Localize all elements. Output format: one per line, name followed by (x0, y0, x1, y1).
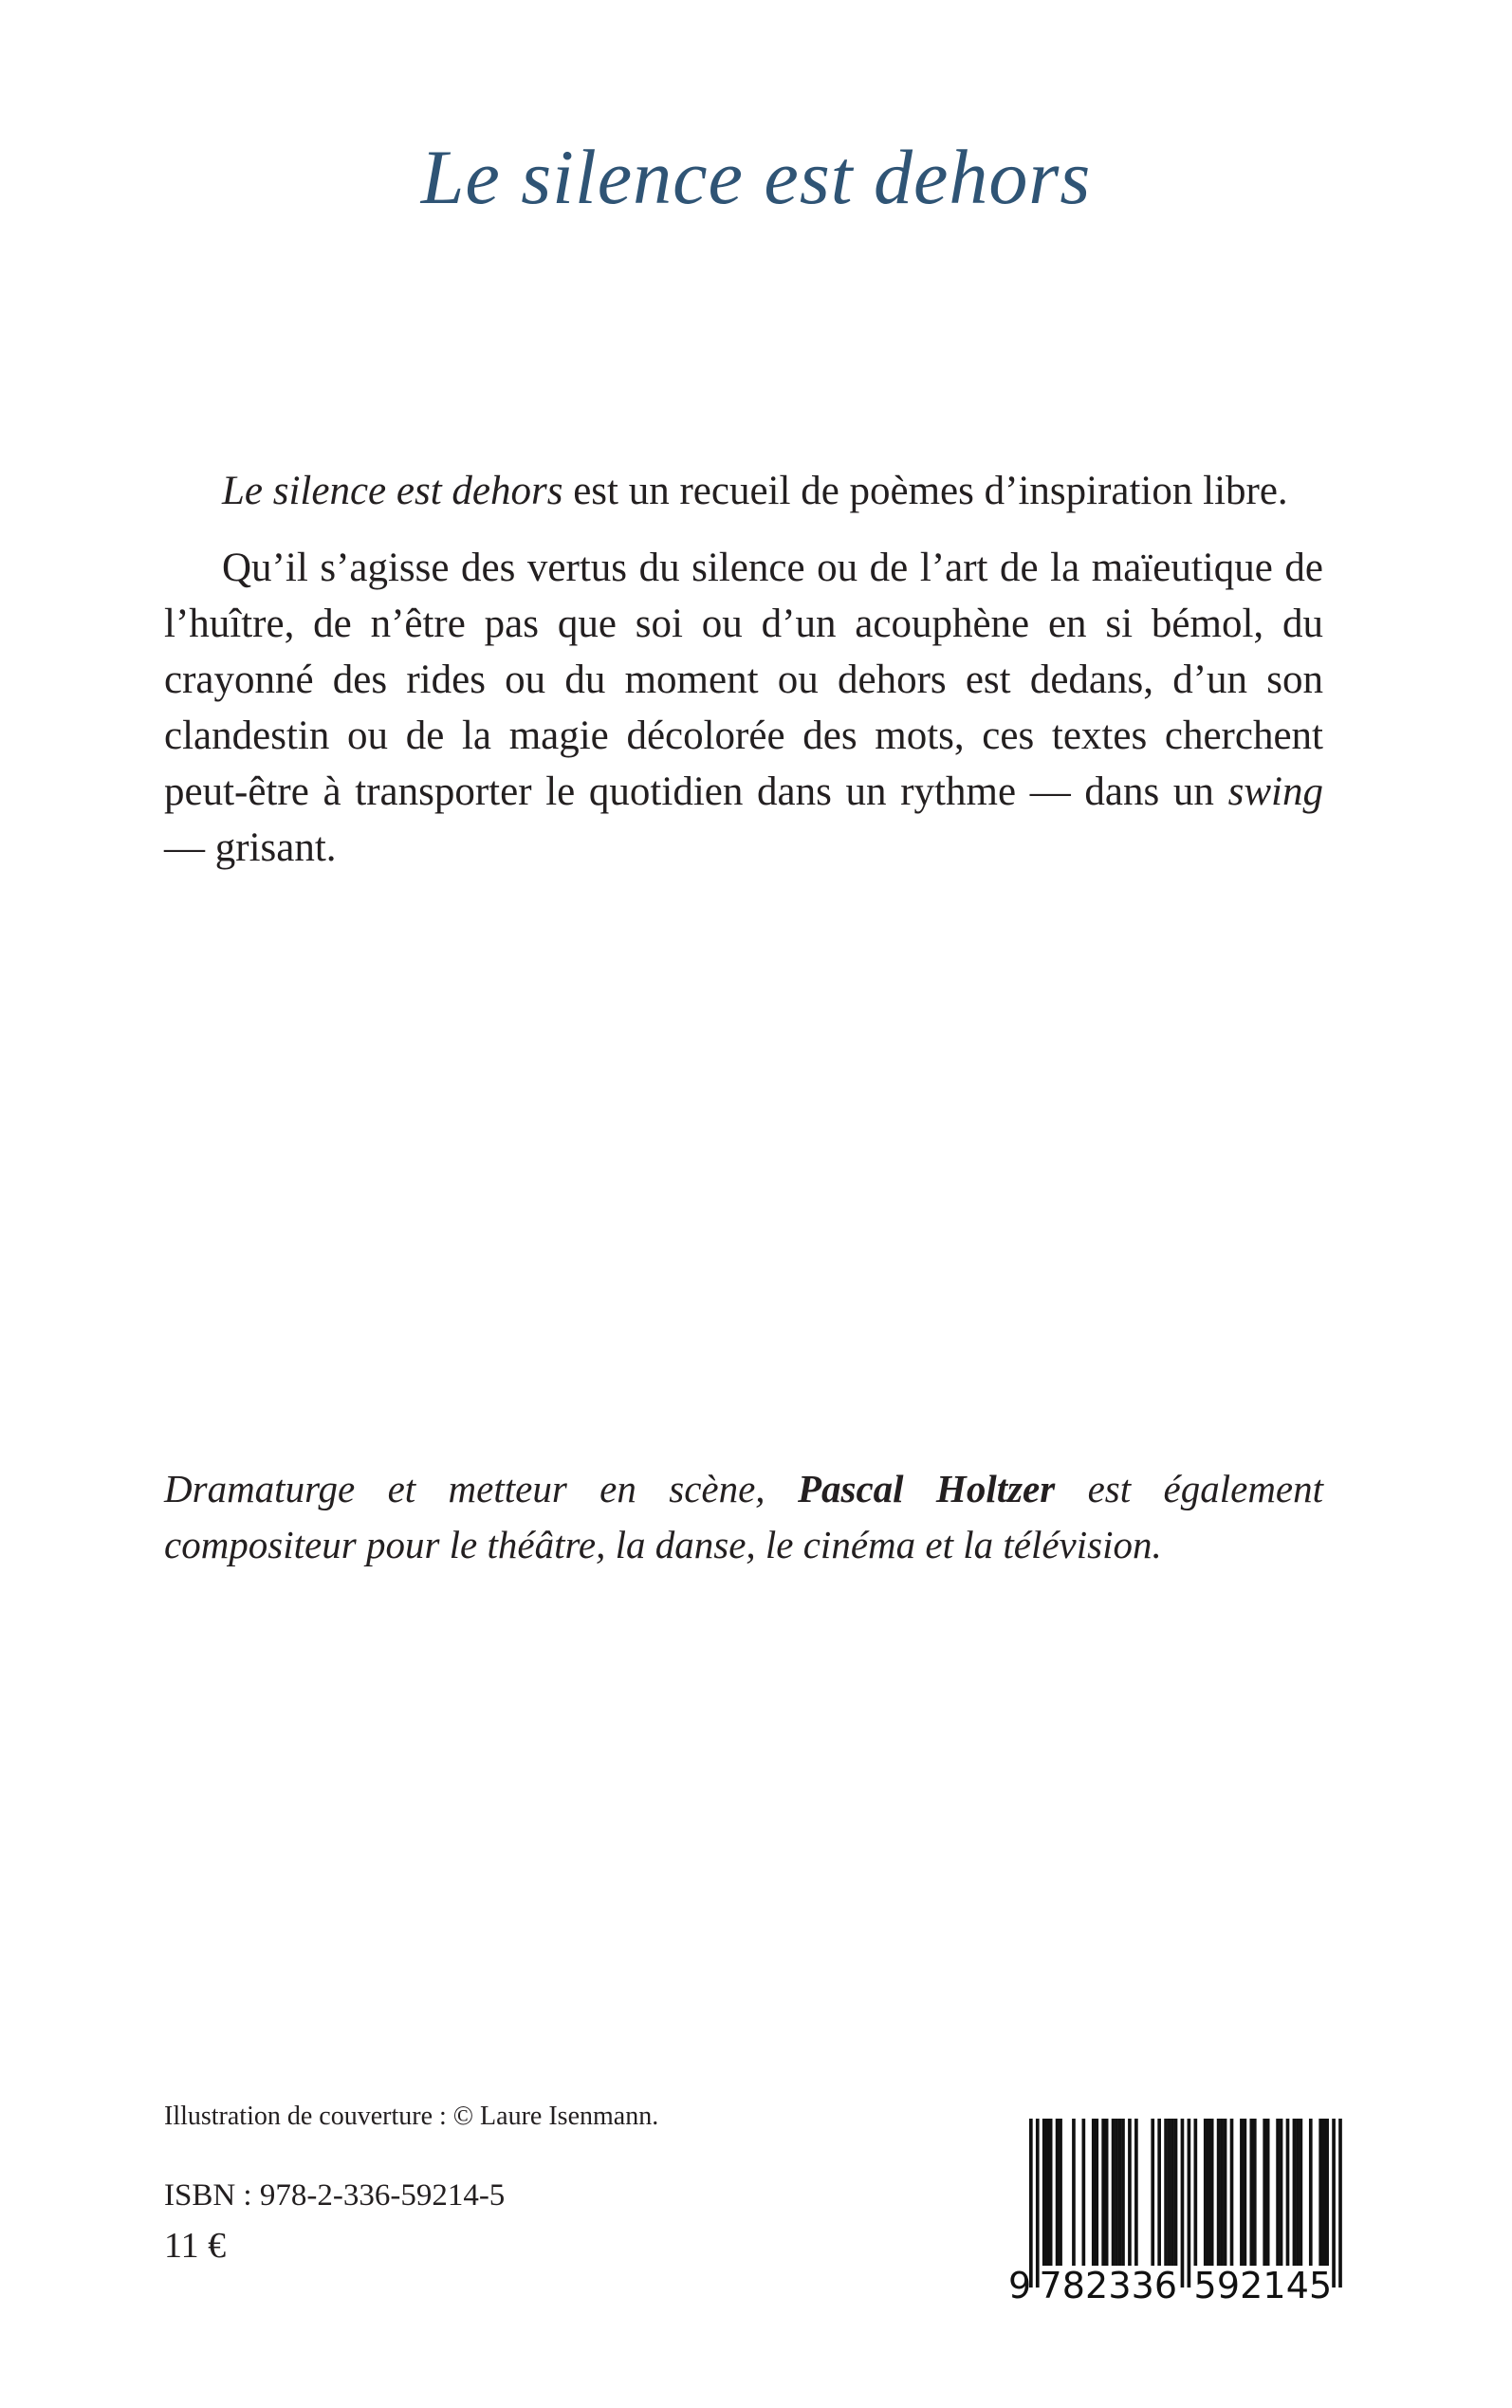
barcode-bar (1263, 2119, 1266, 2266)
barcode-bar (1249, 2119, 1253, 2266)
barcode-digit: 5 (1193, 2265, 1217, 2306)
author-bio (164, 1461, 1323, 1573)
barcode-bar (1276, 2119, 1280, 2266)
isbn: ISBN : 978-2-336-59214-5 (164, 2178, 506, 2213)
illustration-credit: Illustration de couverture : © Laure Isenmann. (164, 2102, 659, 2131)
barcode-bar (1029, 2119, 1033, 2288)
barcode-bar (1092, 2119, 1096, 2266)
back-cover-blurb (164, 463, 1323, 897)
barcode-bar (1171, 2119, 1174, 2266)
barcode-bar (1230, 2119, 1234, 2266)
barcode-bar (1056, 2119, 1060, 2266)
blurb-paragraph-2 (164, 540, 1323, 876)
barcode-bar (1105, 2119, 1109, 2266)
barcode-bar (1244, 2119, 1247, 2266)
blurb-text: Qu’il s’agisse des vertus du silence ou de l’art de la maïeutique de l’huître, de n’être pas que soi ou d’un acouphène en si bémol, du crayonné des rides ou du moment ou dehors est dedans, d’un son clandestin ou de la magie décolorée des mots, ces textes cherchent peut-être à transporter le quotidien dans un rythme — dans un (164, 546, 1323, 814)
barcode-digit: 7 (1039, 2265, 1062, 2306)
barcode-bar (1181, 2119, 1185, 2288)
author-bio-text: est également compositeur pour le théâtre, la danse, le cinéma et la télévision. (164, 1467, 1324, 1566)
barcode-bar (1332, 2119, 1336, 2288)
barcode-bar (1188, 2119, 1191, 2288)
barcode-bar (1204, 2119, 1208, 2266)
barcode-bar (1325, 2119, 1329, 2266)
barcode-bar (1318, 2119, 1322, 2266)
barcode-bar (1128, 2119, 1132, 2266)
barcode-bar (1115, 2119, 1118, 2266)
barcode-bar (1207, 2119, 1210, 2266)
barcode-digit: 2 (1085, 2265, 1109, 2306)
barcode-digit: 9 (1216, 2265, 1241, 2306)
barcode-bar (1112, 2119, 1116, 2266)
barcode-digit: 3 (1108, 2265, 1132, 2306)
barcode-bar (1118, 2119, 1122, 2266)
barcode-bar (1168, 2119, 1171, 2266)
barcode-bar (1036, 2119, 1040, 2288)
barcode-digit: 4 (1285, 2265, 1309, 2306)
barcode-bar (1072, 2119, 1076, 2266)
barcode-bar (1253, 2119, 1257, 2266)
barcode-bar (1082, 2119, 1086, 2266)
barcode-digit: 5 (1309, 2265, 1333, 2306)
barcode-bar (1293, 2119, 1297, 2266)
barcode-bar (1101, 2119, 1105, 2266)
barcode-digit: 8 (1061, 2265, 1085, 2306)
price: 11 € (164, 2226, 227, 2266)
author-name: Pascal Holtzer (797, 1467, 1056, 1510)
barcode-bar (1121, 2119, 1125, 2266)
barcode-bar (1134, 2119, 1138, 2266)
barcode-bar (1174, 2119, 1178, 2266)
blurb-paragraph-1 (164, 463, 1323, 519)
barcode-bar (1049, 2119, 1053, 2266)
barcode-bar (1220, 2119, 1224, 2266)
barcode-bar (1164, 2119, 1168, 2266)
barcode-bar (1266, 2119, 1270, 2266)
barcode-bar (1240, 2119, 1244, 2266)
barcode-bar (1059, 2119, 1062, 2266)
blurb-text: est un recueil de poèmes d’inspiration libre. (562, 469, 1288, 513)
barcode-digit: 1 (1263, 2265, 1286, 2306)
isbn-barcode (996, 2087, 1356, 2306)
blurb-italic-word: swing (1227, 769, 1323, 814)
barcode-bar (1309, 2119, 1313, 2266)
barcode-bar (1286, 2119, 1290, 2266)
author-bio-text: Dramaturge et metteur en scène, (164, 1467, 798, 1510)
barcode-bar (1157, 2119, 1161, 2266)
barcode-digit: 9 (1008, 2265, 1032, 2306)
barcode-bar (1224, 2119, 1227, 2266)
barcode-digit: 2 (1240, 2265, 1263, 2306)
barcode-bar (1300, 2119, 1303, 2266)
barcode-bar (1280, 2119, 1283, 2266)
barcode-bar (1322, 2119, 1326, 2266)
barcode-bar (1194, 2119, 1198, 2266)
barcode-bar (1045, 2119, 1049, 2266)
barcode-digit: 3 (1131, 2265, 1154, 2306)
barcode-bar (1095, 2119, 1098, 2266)
barcode-bar (1210, 2119, 1214, 2266)
barcode-digit: 6 (1153, 2265, 1178, 2306)
barcode-bar (1296, 2119, 1300, 2266)
barcode-bar (1217, 2119, 1221, 2266)
book-title: Le silence est dehors (420, 134, 1092, 220)
barcode-bar (1151, 2119, 1154, 2266)
blurb-title-italic: Le silence est dehors (222, 469, 563, 513)
barcode-bar (1042, 2119, 1046, 2266)
blurb-text: — grisant. (164, 825, 337, 870)
barcode-bar (1338, 2119, 1342, 2288)
